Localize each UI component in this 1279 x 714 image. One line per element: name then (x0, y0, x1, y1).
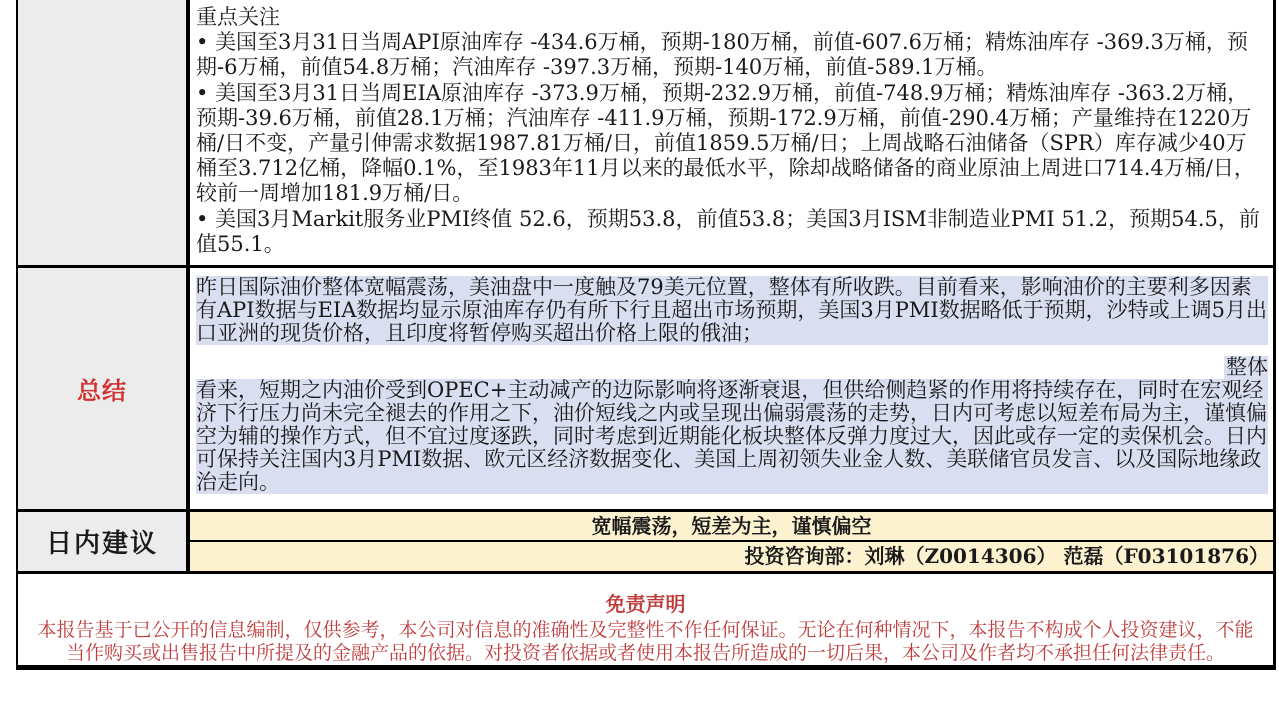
focus-title: 重点关注 (196, 5, 280, 29)
summary-paragraph-1: 昨日国际油价整体宽幅震荡，美油盘中一度触及79美元位置，整体有所收跌。目前看来，影响油价的主要利多因素有API数据与EIA数据均显示原油库存仍有所下行且超出市场预期，美国3月PMI数据略低于预期，沙特或上调5月出口亚洲的现货价格，且印度将暂停购买超出价格上限的俄油； (196, 275, 1268, 345)
summary-row (18, 265, 1273, 509)
summary-paragraph-2: 看来，短期之内油价受到OPEC+主动减产的边际影响将逐渐衰退，但供给侧趋紧的作用将持续存在，同时在宏观经济下行压力尚未完全褪去的作用之下，油价短线之内或呈现出偏弱震荡的走势，日内可考虑以短差布局为主，谨慎偏空为辅的操作方式，但不宜过度逐跌，同时考虑到近期能化板块整体反弹力度过大，因此或存一定的卖保机会。日内可保持关注国内3月PMI数据、欧元区经济数据变化、美国上周初领失业金人数、美联储官员发言、以及国际地缘政治走向。 (196, 378, 1267, 494)
summary-content-cell (190, 268, 1273, 509)
focus-bullet-eia: • 美国至3月31日当周EIA原油库存 -373.9万桶，预期-232.9万桶，前值-748.9万桶；精炼油库存 -363.2万桶，预期-39.6万桶，前值28.1万桶；汽油库存 -411.9万桶，预期-172.9万桶，前值-290.4万桶；产量维持在1220万桶/日不变，产量引伸需求数据1987.81万桶/日，前值1859.5万桶/日；上周战略石油储备（SPR）库存减少40万桶至3.712亿桶，降幅0.1%，至1983年11月以来的最低水平，除却战略储备的商业原油上周进口714.4万桶/日，较前一周增加181.9万桶/日。 (196, 80, 1255, 206)
advice-recommendation: 宽幅震荡，短差为主，谨慎偏空 (190, 512, 1273, 542)
focus-bullet-api: • 美国至3月31日当周API原油库存 -434.6万桶，预期-180万桶，前值-607.6万桶；精炼油库存 -369.3万桶，预期-6万桶，前值54.8万桶；汽油库存 -397.3万桶，预期-140万桶，前值-589.1万桶。 (196, 30, 1248, 80)
advice-consultants: 投资咨询部：刘琳（Z0014306） 范磊（F03101876） (190, 542, 1273, 571)
advice-label: 日内建议 (45, 529, 158, 559)
disclaimer-title: 免责声明 (605, 592, 686, 616)
daily-report-table (16, 0, 1276, 670)
summary-interline-word: 整体 (1226, 355, 1268, 379)
disclaimer-text: 本报告基于已公开的信息编制，仅供参考，本公司对信息的准确性及完整性不作任何保证。无论在何种情况下，本报告不构成个人投资建议，不能当作购买或出售报告中所提及的金融产品的依据。对投资者依据或者使用本报告所造成的一切后果，本公司及作者均不承担任何法律责任。 (37, 619, 1254, 664)
focus-bullet-pmi: • 美国3月Markit服务业PMI终值 52.6，预期53.8，前值53.8；美国3月ISM非制造业PMI 51.2，预期54.5，前值55.1。 (196, 206, 1260, 256)
summary-label-cell (18, 268, 190, 509)
focus-content-cell (190, 0, 1273, 265)
summary-gap-line (196, 345, 1268, 379)
advice-label-cell (18, 512, 190, 571)
advice-row (18, 509, 1273, 571)
focus-row-label-cell (18, 0, 190, 265)
summary-label: 总结 (77, 376, 127, 405)
focus-row (18, 0, 1273, 265)
advice-content-cell (190, 512, 1273, 571)
disclaimer-row (18, 571, 1273, 665)
